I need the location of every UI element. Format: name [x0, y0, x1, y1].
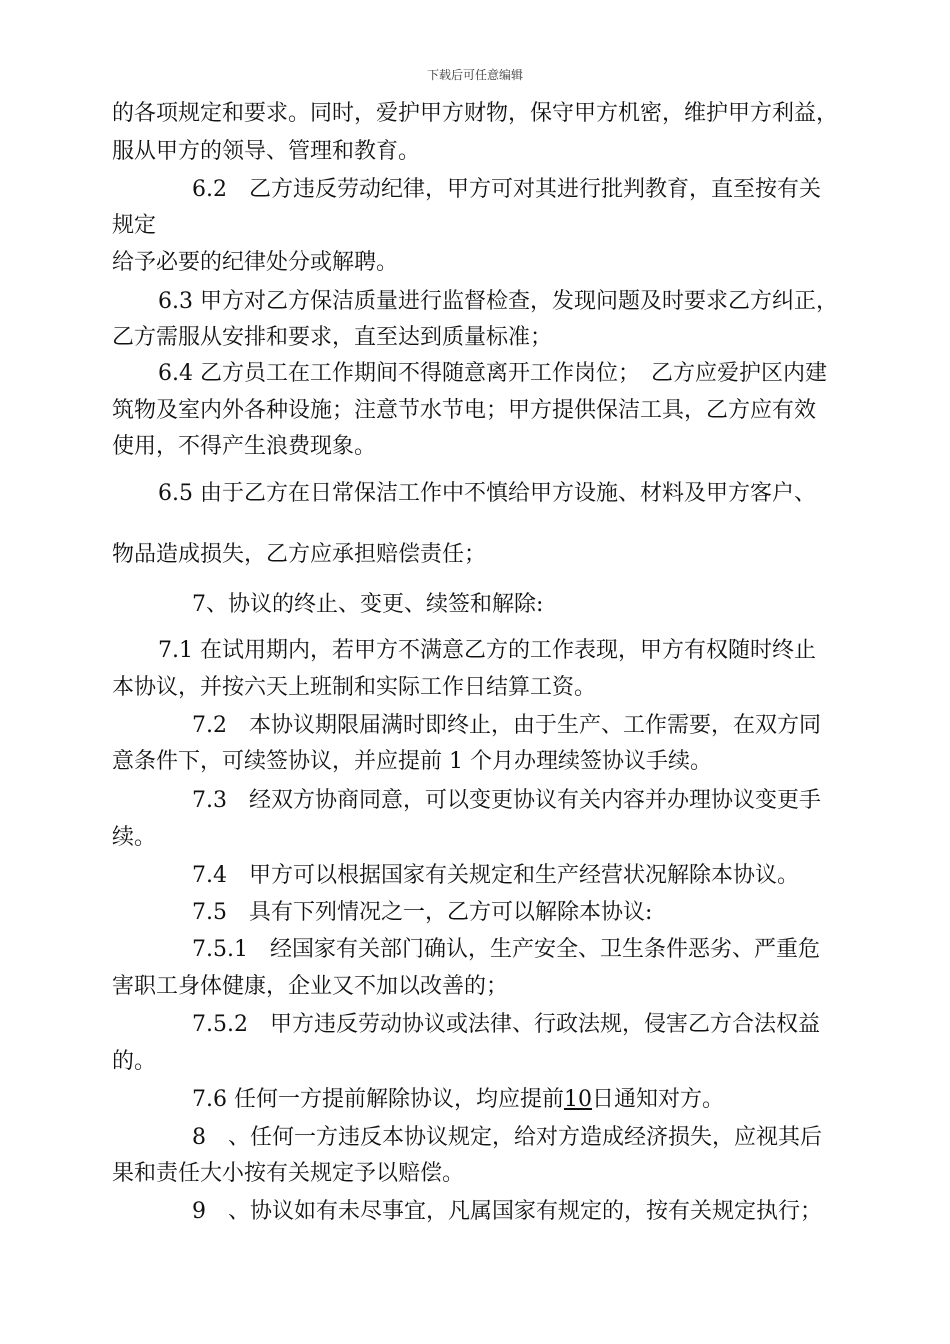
paragraph-line: 使用，不得产生浪费现象。 — [112, 434, 377, 459]
clause-7-1: 7.1 在试用期内，若甲方不满意乙方的工作表现，甲方有权随时终止 — [158, 638, 816, 663]
clause-6-2: 6.2 乙方违反劳动纪律，甲方可对其进行批判教育，直至按有关 — [192, 177, 821, 202]
section-7-heading: 7、协议的终止、变更、续签和解除: — [192, 592, 544, 617]
clause-6-5: 6.5 由于乙方在日常保洁工作中不慎给甲方设施、材料及甲方客户、 — [158, 481, 816, 506]
clause-7-5-2: 7.5.2 甲方违反劳动协议或法律、行政法规，侵害乙方合法权益 — [192, 1012, 820, 1037]
paragraph-line: 服从甲方的领导、管理和教育。 — [112, 139, 421, 164]
clause-7-4: 7.4 甲方可以根据国家有关规定和生产经营状况解除本协议。 — [192, 863, 799, 888]
clause-8: 8 、任何一方违反本协议规定，给对方造成经济损失，应视其后 — [192, 1125, 822, 1150]
clause-7-3: 7.3 经双方协商同意，可以变更协议有关内容并办理协议变更手 — [192, 788, 821, 813]
clause-7-5-1: 7.5.1 经国家有关部门确认，生产安全、卫生条件恶劣、严重危 — [192, 937, 820, 962]
clause-7-6-text: 7.6 任何一方提前解除协议，均应提前 — [192, 1087, 564, 1112]
clause-7-6-text-end: 日通知对方。 — [591, 1087, 724, 1112]
paragraph-line: 规定 — [112, 213, 157, 238]
notice-days-value: 10 — [563, 1087, 592, 1112]
paragraph-line: 本协议，并按六天上班制和实际工作日结算工资。 — [112, 675, 597, 700]
clause-9: 9 、协议如有未尽事宜，凡属国家有规定的，按有关规定执行； — [192, 1199, 822, 1224]
clause-7-5: 7.5 具有下列情况之一，乙方可以解除本协议: — [192, 900, 653, 925]
paragraph-line: 筑物及室内外各种设施；注意节水节电；甲方提供保洁工具，乙方应有效 — [112, 398, 817, 423]
paragraph-line: 害职工身体健康，企业又不加以改善的； — [112, 974, 509, 999]
page-header: 下载后可任意编辑 — [426, 68, 523, 82]
paragraph-line: 续。 — [112, 825, 157, 850]
paragraph-line: 果和责任大小按有关规定予以赔偿。 — [112, 1161, 465, 1186]
paragraph-line: 意条件下，可续签协议，并应提前 1 个月办理续签协议手续。 — [112, 749, 712, 774]
paragraph-line: 的。 — [112, 1049, 157, 1074]
clause-6-3: 6.3 甲方对乙方保洁质量进行监督检查，发现问题及时要求乙方纠正， — [158, 289, 838, 314]
paragraph-line: 的各项规定和要求。同时，爱护甲方财物，保守甲方机密，维护甲方利益， — [112, 101, 839, 126]
clause-7-6 — [192, 1087, 724, 1113]
clause-6-4: 6.4 乙方员工在工作期间不得随意离开工作岗位； 乙方应爱护区内建 — [158, 361, 827, 386]
paragraph-line: 物品造成损失，乙方应承担赔偿责任； — [112, 542, 487, 567]
paragraph-line: 给予必要的纪律处分或解聘。 — [112, 250, 399, 275]
clause-7-2: 7.2 本协议期限届满时即终止，由于生产、工作需要，在双方同 — [192, 713, 821, 738]
paragraph-line: 乙方需服从安排和要求，直至达到质量标准； — [112, 325, 553, 350]
